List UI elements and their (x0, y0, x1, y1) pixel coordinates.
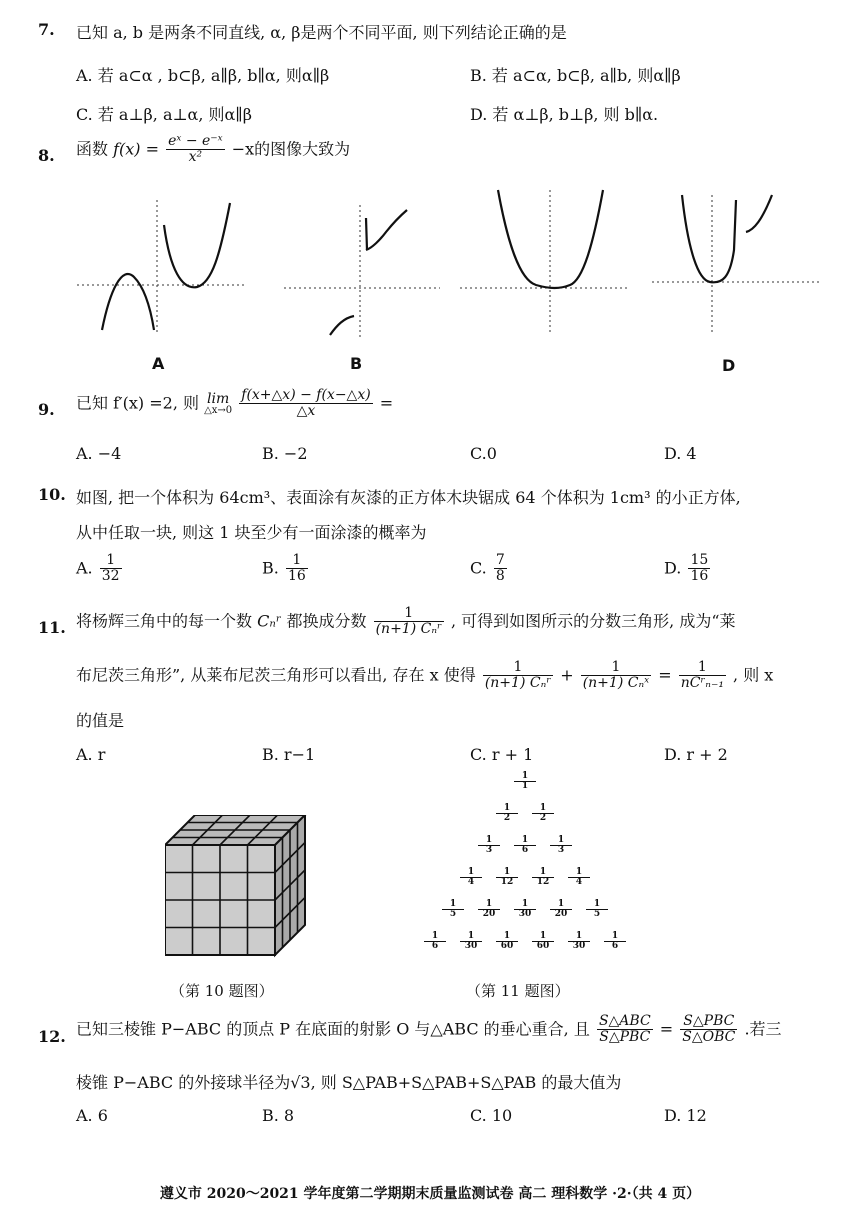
q10-option-c (470, 553, 509, 585)
triangle-denominator: 20 (482, 909, 496, 919)
q11-line1 (76, 606, 736, 638)
triangle-entry (550, 836, 572, 855)
triangle-entry (532, 868, 554, 887)
graph-c (458, 185, 633, 335)
q11-l1-post: , 可得到如图所示的分数三角形, 成为“莱 (450, 611, 736, 631)
graph-b-label: B (350, 354, 363, 373)
triangle-entry (532, 804, 554, 823)
triangle-denominator: 6 (521, 845, 529, 855)
page-footer: 遵义市 2020～2021 学年度第二学期期末质量监测试卷 高二 理科数学 ·2·（共 4 页） (159, 1186, 701, 1202)
q10-b-num: 1 (286, 553, 308, 569)
q10-option-d (664, 553, 712, 585)
leibniz-triangle (420, 772, 660, 972)
triangle-denominator: 5 (593, 909, 601, 919)
q11-option-b: B. r−1 (262, 745, 316, 764)
q11-l1-mid: 都换成分数 (286, 611, 367, 631)
triangle-denominator: 12 (500, 877, 514, 887)
q9-option-c: C.0 (470, 444, 497, 463)
triangle-numerator: 1 (478, 836, 500, 846)
q9-stem (76, 388, 393, 420)
q11-e2-num: 1 (581, 660, 651, 676)
triangle-denominator: 2 (503, 813, 511, 823)
triangle-entry (478, 836, 500, 855)
q11-option-a: A. r (76, 745, 106, 764)
q10-option-b (262, 553, 310, 585)
triangle-entry (586, 900, 608, 919)
q10-a-label: A. (76, 558, 93, 578)
q12-l1-pre: 已知三棱锥 P−ABC 的顶点 P 在底面的射影 O 与△ABC 的垂心重合, 且 (76, 1019, 590, 1039)
q11-option-d: D. r + 2 (664, 745, 728, 764)
graph-a (72, 195, 247, 335)
q12-f2-num: S△PBC (680, 1014, 737, 1030)
q12-line1 (76, 1014, 782, 1046)
q9-post: = (379, 393, 394, 413)
triangle-denominator: 6 (611, 941, 619, 951)
fig10-caption: （第 10 题图） (170, 982, 274, 1000)
triangle-entry (532, 932, 554, 951)
q8-pre: 函数 (76, 139, 109, 159)
q10-c-label: C. (470, 558, 487, 578)
q11-l2-post: , 则 x (733, 665, 774, 685)
triangle-numerator: 1 (532, 868, 554, 878)
q8-number: 8. (38, 146, 55, 165)
q11-option-c: C. r + 1 (470, 745, 534, 764)
q11-e2-den: (n+1) Cₙˣ (582, 675, 650, 692)
q12-number: 12. (38, 1027, 66, 1046)
triangle-numerator: 1 (550, 900, 572, 910)
triangle-numerator: 1 (460, 932, 482, 942)
q10-line1: 如图, 把一个体积为 64cm³、表面涂有灰漆的正方体木块锯成 64 个体积为 1cm³ 的小正方体, (76, 488, 741, 507)
triangle-numerator: 1 (568, 868, 590, 878)
triangle-entry (496, 804, 518, 823)
triangle-denominator: 30 (464, 941, 478, 951)
triangle-numerator: 1 (586, 900, 608, 910)
q11-f1-num: 1 (374, 606, 444, 622)
triangle-numerator: 1 (532, 932, 554, 942)
q9-option-d: D. 4 (664, 444, 697, 463)
triangle-numerator: 1 (514, 900, 536, 910)
q11-l2-pre: 布尼茨三角形”, 从莱布尼茨三角形可以看出, 存在 x 使得 (76, 665, 476, 685)
q12-eq: = (659, 1019, 674, 1039)
q10-d-den: 16 (690, 568, 709, 585)
triangle-entry (424, 932, 446, 951)
triangle-numerator: 1 (496, 868, 518, 878)
q12-option-a: A. 6 (76, 1106, 108, 1125)
triangle-entry (514, 772, 536, 791)
triangle-denominator: 60 (536, 941, 550, 951)
q11-line2 (76, 660, 773, 692)
q12-f1-den: S△PBC (599, 1029, 651, 1046)
triangle-entry (514, 900, 536, 919)
triangle-entry (496, 932, 518, 951)
q9-pre: 已知 f′(x) =2, 则 (76, 393, 199, 413)
triangle-numerator: 1 (478, 900, 500, 910)
q11-plus: + (560, 665, 574, 685)
q12-f1-num: S△ABC (598, 1013, 651, 1029)
q10-b-den: 16 (287, 568, 306, 585)
q11-e3-num: 1 (679, 660, 726, 676)
q11-line3: 的值是 (76, 711, 125, 730)
triangle-denominator: 4 (467, 877, 475, 887)
triangle-denominator: 4 (575, 877, 583, 887)
triangle-entry (568, 868, 590, 887)
fig11-caption: （第 11 题图） (466, 982, 570, 1000)
triangle-denominator: 3 (485, 845, 493, 855)
triangle-entry (460, 868, 482, 887)
q9-numerator: f(x+△x) − f(x−△x) (241, 387, 371, 403)
triangle-entry (460, 932, 482, 951)
triangle-entry (568, 932, 590, 951)
q11-e3-den: nCʳₙ₋₁ (680, 675, 724, 692)
triangle-denominator: 2 (539, 813, 547, 823)
q12-line2: 棱锥 P−ABC 的外接球半径为√3, 则 S△PAB+S△PAB+S△PAB 的最大值为 (76, 1073, 622, 1092)
cube-figure (165, 815, 315, 965)
q8-post: −x的图像大致为 (231, 139, 351, 159)
q12-f2-den: S△OBC (682, 1029, 736, 1046)
q10-a-den: 32 (101, 568, 120, 585)
triangle-numerator: 1 (460, 868, 482, 878)
q10-d-num: 15 (690, 552, 709, 568)
q9-option-b: B. −2 (262, 444, 308, 463)
triangle-denominator: 30 (518, 909, 532, 919)
q8-numerator: eˣ − e⁻ˣ (168, 133, 223, 149)
q7-option-d: D. 若 α⊥β, b⊥β, 则 b∥α. (470, 105, 659, 124)
q10-option-a (76, 553, 124, 585)
triangle-denominator: 3 (557, 845, 565, 855)
triangle-numerator: 1 (442, 900, 464, 910)
graph-a-label: A (152, 354, 165, 373)
q10-c-num: 7 (495, 552, 505, 568)
triangle-entry (442, 900, 464, 919)
triangle-denominator: 1 (521, 781, 529, 791)
q11-number: 11. (38, 618, 66, 637)
triangle-entry (550, 900, 572, 919)
triangle-entry (496, 868, 518, 887)
q7-number: 7. (38, 20, 55, 39)
q11-l1-pre: 将杨辉三角中的每一个数 (76, 611, 253, 631)
q10-number: 10. (38, 485, 66, 504)
q9-option-a: A. −4 (76, 444, 122, 463)
q10-d-label: D. (664, 558, 682, 578)
triangle-numerator: 1 (532, 804, 554, 814)
q8-denominator: x² (188, 149, 203, 166)
q8-stem (76, 134, 350, 166)
triangle-numerator: 1 (568, 932, 590, 942)
q10-a-num: 1 (100, 553, 122, 569)
q9-denominator: △x (296, 403, 316, 420)
graph-d-label: D (722, 356, 736, 375)
q10-b-label: B. (262, 558, 279, 578)
triangle-denominator: 12 (536, 877, 550, 887)
q7-option-b: B. 若 a⊂α, b⊂β, a∥b, 则α∥β (470, 66, 681, 85)
triangle-entry (514, 836, 536, 855)
q11-f1-den: (n+1) Cₙʳ (375, 621, 442, 638)
q12-l1-post: .若三 (744, 1019, 782, 1039)
graph-b (282, 200, 442, 340)
triangle-denominator: 6 (431, 941, 439, 951)
q9-lim-text: lim (207, 390, 230, 407)
q12-option-c: C. 10 (470, 1106, 513, 1125)
triangle-numerator: 1 (496, 804, 518, 814)
q7-stem: 已知 a, b 是两条不同直线, α, β是两个不同平面, 则下列结论正确的是 (76, 23, 567, 42)
triangle-denominator: 5 (449, 909, 457, 919)
q9-lim-under: △x→0 (204, 404, 233, 416)
triangle-denominator: 60 (500, 941, 514, 951)
q7-option-c: C. 若 a⊥β, a⊥α, 则α∥β (76, 105, 252, 124)
q11-l1-c: Cₙʳ (257, 611, 282, 631)
triangle-denominator: 20 (554, 909, 568, 919)
triangle-numerator: 1 (514, 836, 536, 846)
graph-d (650, 190, 825, 335)
q11-e1-den: (n+1) Cₙʳ (484, 675, 552, 692)
triangle-denominator: 30 (572, 941, 586, 951)
triangle-numerator: 1 (604, 932, 626, 942)
triangle-entry (604, 932, 626, 951)
q10-c-den: 8 (495, 568, 505, 585)
q10-line2: 从中任取一块, 则这 1 块至少有一面涂漆的概率为 (76, 523, 427, 542)
triangle-numerator: 1 (514, 772, 536, 782)
q9-limit (204, 392, 232, 416)
q12-option-b: B. 8 (262, 1106, 295, 1125)
triangle-numerator: 1 (550, 836, 572, 846)
q8-fx: f(x) = (113, 139, 160, 159)
triangle-numerator: 1 (496, 932, 518, 942)
triangle-numerator: 1 (424, 932, 446, 942)
q9-fraction (239, 388, 372, 420)
triangle-entry (478, 900, 500, 919)
q7-option-a: A. 若 a⊂α , b⊂β, a∥β, b∥α, 则α∥β (76, 66, 330, 85)
q9-number: 9. (38, 400, 55, 419)
q11-e1-num: 1 (483, 660, 553, 676)
q11-eq: = (658, 665, 672, 685)
q12-option-d: D. 12 (664, 1106, 707, 1125)
q8-fraction (166, 134, 225, 166)
